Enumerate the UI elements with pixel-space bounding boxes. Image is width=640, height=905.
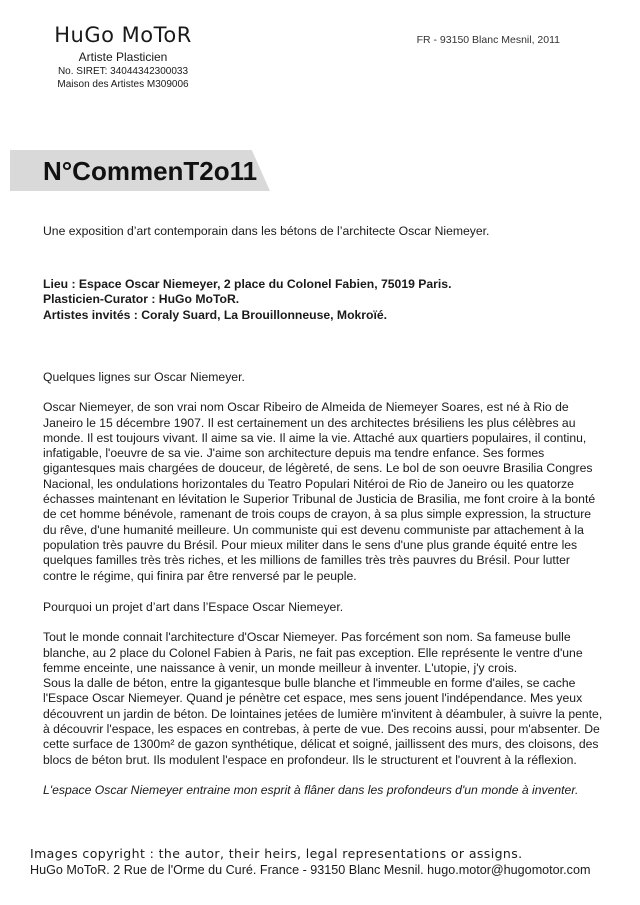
intro-block [43,224,603,239]
letterhead [38,22,208,91]
section2-heading: Pourquoi un projet d’art dans l’Espace Oscar Niemeyer. [43,600,344,614]
info-artistes: Artistes invités : Coraly Suard, La Brouillonneuse, Mokroïé. [43,307,388,322]
page-title: N°CommenT2o11 [43,156,258,186]
info-curator: Plasticien-Curator : HuGo MoToR. [43,292,240,307]
section-why-project [43,600,603,798]
brand-role: Artiste Plasticien [78,50,168,64]
section-about-niemeyer [43,370,603,584]
section2-quote: L'espace Oscar Niemeyer entraine mon esprit à flâner dans les profondeurs d'un monde à inventer. [43,782,579,797]
section2-para2: Sous la dalle de béton, entre la gigantesque bulle blanche et l'immeuble en forme d'ailes, se cache l'Espace Oscar Niemeyer. Quand je pénètre cet espace, mes sens jouent l'indépendance. Mes yeux découvrent un jardin de béton. De lointaines jetées de lumière m'invitent à déambuler, à suivre la pente, à découvrir l'espace, les espaces en contrebas, à perte de vue. Des recoins aussi, pour m'absenter. De cette surface de 1300m² de gazon synthétique, délicat et soigné, jaillissent des murs, des cloisons, des blocs de béton brut. Ils modulent l'espace en profondeur. Ils le structurent et l'ouvrent à la réflexion. [43,676,603,767]
info-lieu: Lieu : Espace Oscar Niemeyer, 2 place du Colonel Fabien, 75019 Paris. [43,277,452,291]
section1-body: Oscar Niemeyer, de son vrai nom Oscar Ribeiro de Almeida de Niemeyer Soares, est né à Rio de Janeiro le 15 décembre 1907. Il est certainement un des architectes brésiliens les plus célèbres au monde. Il est toujours vivant. Il aime sa vie. Il aime la vie. Attaché aux quartiers populaires, il continu, infatigable, l'oeuvre de sa vie. J'aime son architecture depuis ma tendre enfance. Ses formes gigantesques mais chargées de douceur, de légèreté, de sens. Le bol de son oeuvre Brasilia Congres Nacional, les ondulations horizontales du Teatro Populari Nitéroi de Rio de Janeiro ou les quatorze échasses maintenant en lévitation le Superior Tribunal de Justicia de Brasilia, me font croire à la bonté de cet homme bénévole, ramenant de trois coups de crayon, à sa plus simple expression, la structure du rêve, d'une humanité meilleure. Un communiste qui est devenu communiste par attachement à la population très pauvre du Brésil. Pour mieux militer dans le sens d'une plus grande équité entre les quelques familles très très riches, et les millions de familles très très pauvres du Brésil. Pour lutter contre le régime, qui finira par être renversé par le peuple. [43,400,596,583]
intro-text: Une exposition d’art contemporain dans les bétons de l’architecte Oscar Niemeyer. [43,224,490,238]
section1-heading: Quelques lignes sur Oscar Niemeyer. [43,370,245,384]
footer-copyright: Images copyright : the autor, their heirs, legal representations or assigns. [30,846,523,861]
section2-para1: Tout le monde connait l'architecture d'Oscar Niemeyer. Pas forcément son nom. Sa fameuse bulle blanche, au 2 place du Colonel Fabien à Paris, ne fait pas exception. Elle représente le ventre d'une femme enceinte, une naissance à venir, un monde meilleur à inventer. L'utopie, j'y crois. [43,630,583,675]
siret-number: No. SIRET: 34044342300033 [57,66,189,77]
info-block [43,277,603,323]
footer-address: HuGo MoToR. 2 Rue de l'Orme du Curé. France - 93150 Blanc Mesnil. hugo.motor@hugomotor.com [30,863,591,877]
location-date: FR - 93150 Blanc Mesnil, 2011 [416,34,560,46]
brand-name: HuGo MoToR [54,23,192,47]
maison-number: Maison des Artistes M309006 [57,79,189,90]
